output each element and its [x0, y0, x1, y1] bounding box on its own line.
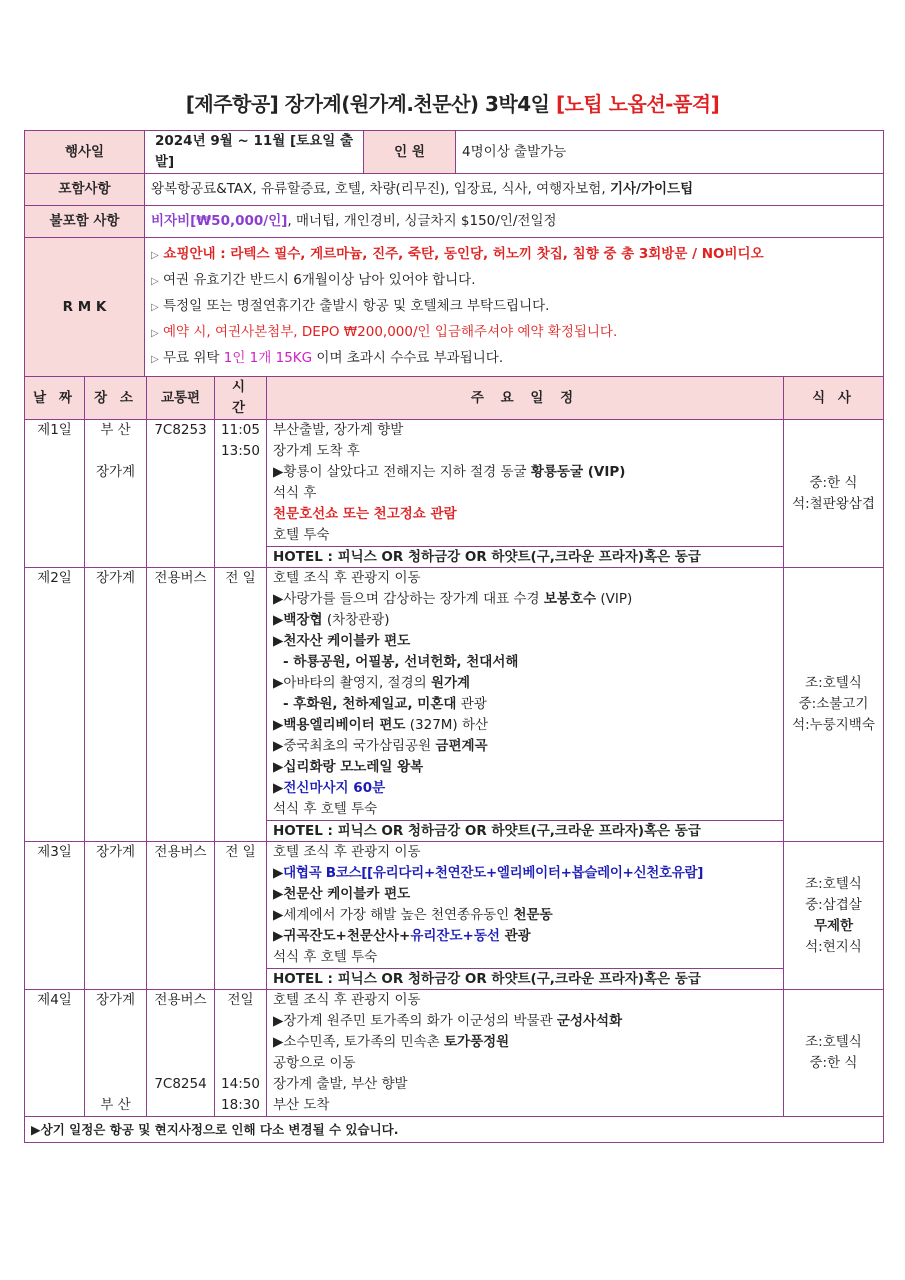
col-itinerary: 주 요 일 정: [267, 377, 784, 420]
day-2-l3a: ▶백장협: [273, 612, 323, 628]
day-3-line: 호텔 조식 후 관광지 이동: [273, 844, 421, 860]
day-3-place: 장가계: [85, 842, 147, 990]
day-3-line: 석식 후 호텔 투숙: [273, 949, 378, 965]
day-1-itinerary: [267, 420, 784, 568]
day-2-meal: [784, 568, 884, 842]
exclude-visa: 비자비[₩50,000/인]: [151, 213, 288, 229]
rmk-label: R M K: [25, 238, 145, 377]
day-3-line: ▶천문산 케이블카 편도: [273, 886, 411, 902]
day-4-place: [85, 990, 147, 1117]
day-2-line: [273, 610, 777, 631]
exclude-label: 불포함 사항: [25, 206, 145, 238]
day-2-line: 석식 후 호텔 투숙: [273, 801, 378, 817]
rmk-row: [25, 238, 884, 377]
day-2-line: [273, 715, 777, 736]
day-1-transport: 7C8253: [147, 420, 215, 568]
rmk-4: 예약 시, 여권사본첨부, DEPO ₩200,000/인 입금해주셔야 예약 확정됩니다.: [163, 324, 618, 340]
day-4-time3: 18:30: [221, 1097, 260, 1113]
day-2-line: ▶천자산 케이블카 편도: [273, 633, 411, 649]
day-4-line: [273, 1011, 777, 1032]
day-4-line: 부산 도착: [273, 1097, 330, 1113]
day-1-place2: 장가계: [95, 464, 136, 480]
col-time: 시 간: [215, 377, 267, 420]
include-tip: 기사/가이드팁: [609, 181, 694, 197]
triangle-bullet-icon: ▷: [151, 302, 159, 313]
day-1-time2: 13:50: [221, 443, 260, 459]
day-1-line: 장가계 도착 후: [273, 443, 360, 459]
day-1-date: 제1일: [25, 420, 85, 568]
rmk-5b: 1인 1개 15KG: [223, 350, 313, 366]
col-meal: 식 사: [784, 377, 884, 420]
people-label: 인 원: [364, 131, 456, 174]
day-2-line: - 하룡공원, 어필봉, 선녀헌화, 천대서해: [283, 654, 519, 670]
day-2-line: [273, 673, 777, 694]
day-4-transport1: 전용버스: [154, 992, 207, 1008]
day-3-row: [25, 842, 884, 990]
day-4-l2a: ▶장가계 원주민 토가족의 화가 이군성의 박물관: [273, 1013, 553, 1029]
day-4-itinerary: [267, 990, 784, 1117]
day-3-transport: 전용버스: [147, 842, 215, 990]
day-4-time2: 14:50: [221, 1076, 260, 1092]
day-2-l7b: 관광: [460, 696, 487, 712]
day-4-meal2: 중:한 식: [809, 1055, 858, 1071]
rmk-passport: [151, 268, 877, 294]
rmk-deposit: [151, 320, 877, 346]
page-title: [0, 88, 905, 117]
day-2-line: [273, 589, 777, 610]
day-3-meal1: 조:호텔식: [805, 875, 862, 892]
triangle-bullet-icon: ▷: [151, 250, 159, 261]
day-4-place1: 장가계: [95, 992, 136, 1008]
exclude-rest: , 매너팁, 개인경비, 싱글차지 $150/인/전일정: [287, 213, 557, 229]
day-2-l3b: (차창관광): [326, 612, 390, 628]
day-2-line: [273, 694, 777, 715]
include-label: 포함사항: [25, 174, 145, 206]
day-4-meal1: 조:호텔식: [805, 1034, 862, 1050]
day-2-row: [25, 568, 884, 842]
day-4-l3b: 토가풍정원: [444, 1034, 510, 1050]
day-4-l2b: 군성사석화: [556, 1013, 623, 1029]
day-2-itinerary: [267, 568, 784, 842]
day-1-line: [273, 462, 777, 483]
day-4-l3a: ▶소수민족, 토가족의 민속촌: [273, 1034, 440, 1050]
day-2-meal1: 조:호텔식: [805, 675, 862, 691]
day-4-transport: [147, 990, 215, 1117]
day-1-meal1: 중:한 식: [809, 474, 858, 491]
day-3-date: 제3일: [25, 842, 85, 990]
day-2-l9a: ▶중국최초의 국가삼림공원: [273, 738, 432, 754]
day-2-time: 전 일: [215, 568, 267, 842]
day-2-date: 제2일: [25, 568, 85, 842]
day-2-l9b: 금편계곡: [435, 738, 488, 754]
day-2-transport: 전용버스: [147, 568, 215, 842]
title-highlight: [노팁 노옵션-품격]: [555, 92, 720, 116]
day-3-l4a: ▶세계에서 가장 해발 높은 천연종유동인: [273, 907, 510, 923]
day-4-line: 공항으로 이동: [273, 1055, 356, 1071]
exclude-row: [25, 206, 884, 238]
day-1-l3a: ▶황룡이 살았다고 전해지는 지하 절경 동굴: [273, 464, 527, 480]
day-2-l7a: - 후화원, 천하제일교, 미혼대: [283, 696, 457, 712]
day-4-transport2: 7C8254: [154, 1076, 207, 1092]
rmk-2: 여권 유효기간 반드시 6개월이상 남아 있어야 합니다.: [163, 272, 476, 288]
day-3-meal2: 중:삼겹살: [805, 896, 862, 913]
day-2-l2b: 보봉호수: [543, 591, 597, 607]
day-1-line: 부산출발, 장가계 향발: [273, 422, 404, 438]
rmk-baggage: [151, 346, 877, 372]
triangle-bullet-icon: ▷: [151, 354, 159, 365]
footer-row: [25, 1117, 884, 1143]
travel-date-value: 2024년 9월 ~ 11월 [토요일 출발]: [145, 131, 364, 174]
rmk-5a: 무료 위탁: [163, 350, 220, 366]
day-2-l8b: (327M) 하산: [409, 717, 489, 733]
itinerary-document: [24, 130, 884, 1143]
day-3-l4b: 천문동: [513, 907, 553, 923]
info-table: [24, 130, 884, 377]
day-4-date: 제4일: [25, 990, 85, 1117]
triangle-bullet-icon: ▷: [151, 328, 159, 339]
schedule-header: [25, 377, 884, 420]
day-2-meal3: 석:누룽지백숙: [792, 717, 875, 733]
day-1-time1: 11:05: [221, 422, 260, 438]
day-1-line: 호텔 투숙: [273, 527, 330, 543]
day-4-row: [25, 990, 884, 1117]
day-2-l11a: ▶: [273, 780, 284, 796]
include-text: 왕복항공료&TAX, 유류할증료, 호텔, 차량(리무진), 입장료, 식사, 여행자보험,: [151, 181, 606, 197]
day-2-l11b: 전신마사지 60분: [283, 780, 386, 796]
day-2-l2c: (VIP): [600, 591, 633, 607]
travel-date-row: [25, 131, 884, 174]
day-3-meal4: 석:현지식: [805, 938, 862, 955]
day-3-line: [273, 926, 777, 947]
day-2-l6b: 원가계: [430, 675, 471, 691]
col-place: 장 소: [85, 377, 147, 420]
rmk-shopping: [151, 242, 877, 268]
day-2-hotel: HOTEL : 피닉스 OR 청하금강 OR 하얏트(구,크라운 프라자)혹은 동급: [267, 820, 783, 841]
day-4-place2: 부 산: [100, 1097, 131, 1113]
day-3-l5c: 관광: [504, 928, 531, 944]
day-3-l2a: ▶: [273, 865, 284, 881]
day-3-l5a: ▶귀곡잔도+천문산사+: [273, 928, 411, 944]
day-2-line: 호텔 조식 후 관광지 이동: [273, 570, 421, 586]
day-2-meal2: 중:소불고기: [798, 696, 869, 712]
day-1-show: 천문호선쇼 또는 천고정쇼 관람: [273, 506, 457, 522]
day-1-l3b: 황룡동굴 (VIP): [530, 464, 626, 480]
day-4-meal: [784, 990, 884, 1117]
day-4-line: [273, 1032, 777, 1053]
day-3-meal3: 무제한: [813, 917, 854, 934]
rmk-holiday: [151, 294, 877, 320]
day-4-time: [215, 990, 267, 1117]
day-3-l5b: 유리잔도+동선: [410, 928, 500, 944]
day-1-meal: [784, 420, 884, 568]
day-1-place: [85, 420, 147, 568]
day-3-l2b: 대협곡 B코스[[유리다리+천연잔도+엘리베이터+봅슬레이+신천호유람]: [283, 865, 704, 881]
day-4-line: 호텔 조식 후 관광지 이동: [273, 992, 421, 1008]
day-4-line: 장가계 출발, 부산 향발: [273, 1076, 408, 1092]
day-3-line: [273, 863, 777, 884]
day-1-hotel: HOTEL : 피닉스 OR 청하금강 OR 하얏트(구,크라운 프라자)혹은 동급: [267, 546, 783, 567]
day-3-meal: [784, 842, 884, 990]
day-1-line: 석식 후: [273, 485, 317, 501]
day-3-time: 전 일: [215, 842, 267, 990]
include-value: [145, 174, 884, 206]
col-date: 날 짜: [25, 377, 85, 420]
day-1-row: [25, 420, 884, 568]
day-1-time: [215, 420, 267, 568]
day-2-l2a: ▶사랑가를 들으며 감상하는 장가계 대표 수경: [273, 591, 540, 607]
day-2-line: ▶십리화랑 모노레일 왕복: [273, 759, 424, 775]
day-2-l6a: ▶아바타의 촬영지, 절경의: [273, 675, 427, 691]
exclude-value: [145, 206, 884, 238]
rmk-3: 특정일 또는 명절연휴기간 출발시 항공 및 호텔체크 부탁드립니다.: [163, 298, 550, 314]
day-4-time1: 전일: [227, 992, 254, 1008]
rmk-content: [145, 238, 884, 377]
schedule-table: [24, 376, 884, 1143]
day-2-line: [273, 778, 777, 799]
rmk-5c: 이며 초과시 수수료 부과됩니다.: [316, 350, 504, 366]
title-main: [제주항공] 장가계(원가계.천문산) 3박4일: [185, 92, 550, 116]
day-3-itinerary: [267, 842, 784, 990]
include-row: [25, 174, 884, 206]
day-2-line: [273, 736, 777, 757]
day-2-l8a: ▶백용엘리베이터 편도: [273, 717, 406, 733]
day-1-meal2: 석:철판왕삼겹: [792, 495, 875, 512]
people-value: 4명이상 출발가능: [456, 131, 884, 174]
day-2-place: 장가계: [85, 568, 147, 842]
day-3-line: [273, 905, 777, 926]
footer-note: ▶상기 일정은 항공 및 현지사정으로 인해 다소 변경될 수 있습니다.: [25, 1117, 884, 1143]
triangle-bullet-icon: ▷: [151, 276, 159, 287]
day-3-hotel: HOTEL : 피닉스 OR 청하금강 OR 하얏트(구,크라운 프라자)혹은 동급: [267, 968, 783, 989]
col-transport: 교통편: [147, 377, 215, 420]
travel-date-label: 행사일: [25, 131, 145, 174]
day-1-place1: 부 산: [100, 422, 131, 438]
rmk-1: 쇼핑안내 : 라텍스 필수, 게르마늄, 진주, 죽탄, 동인당, 허노끼 찻집, 침향 중 총 3회방문 / NO비디오: [163, 246, 764, 262]
